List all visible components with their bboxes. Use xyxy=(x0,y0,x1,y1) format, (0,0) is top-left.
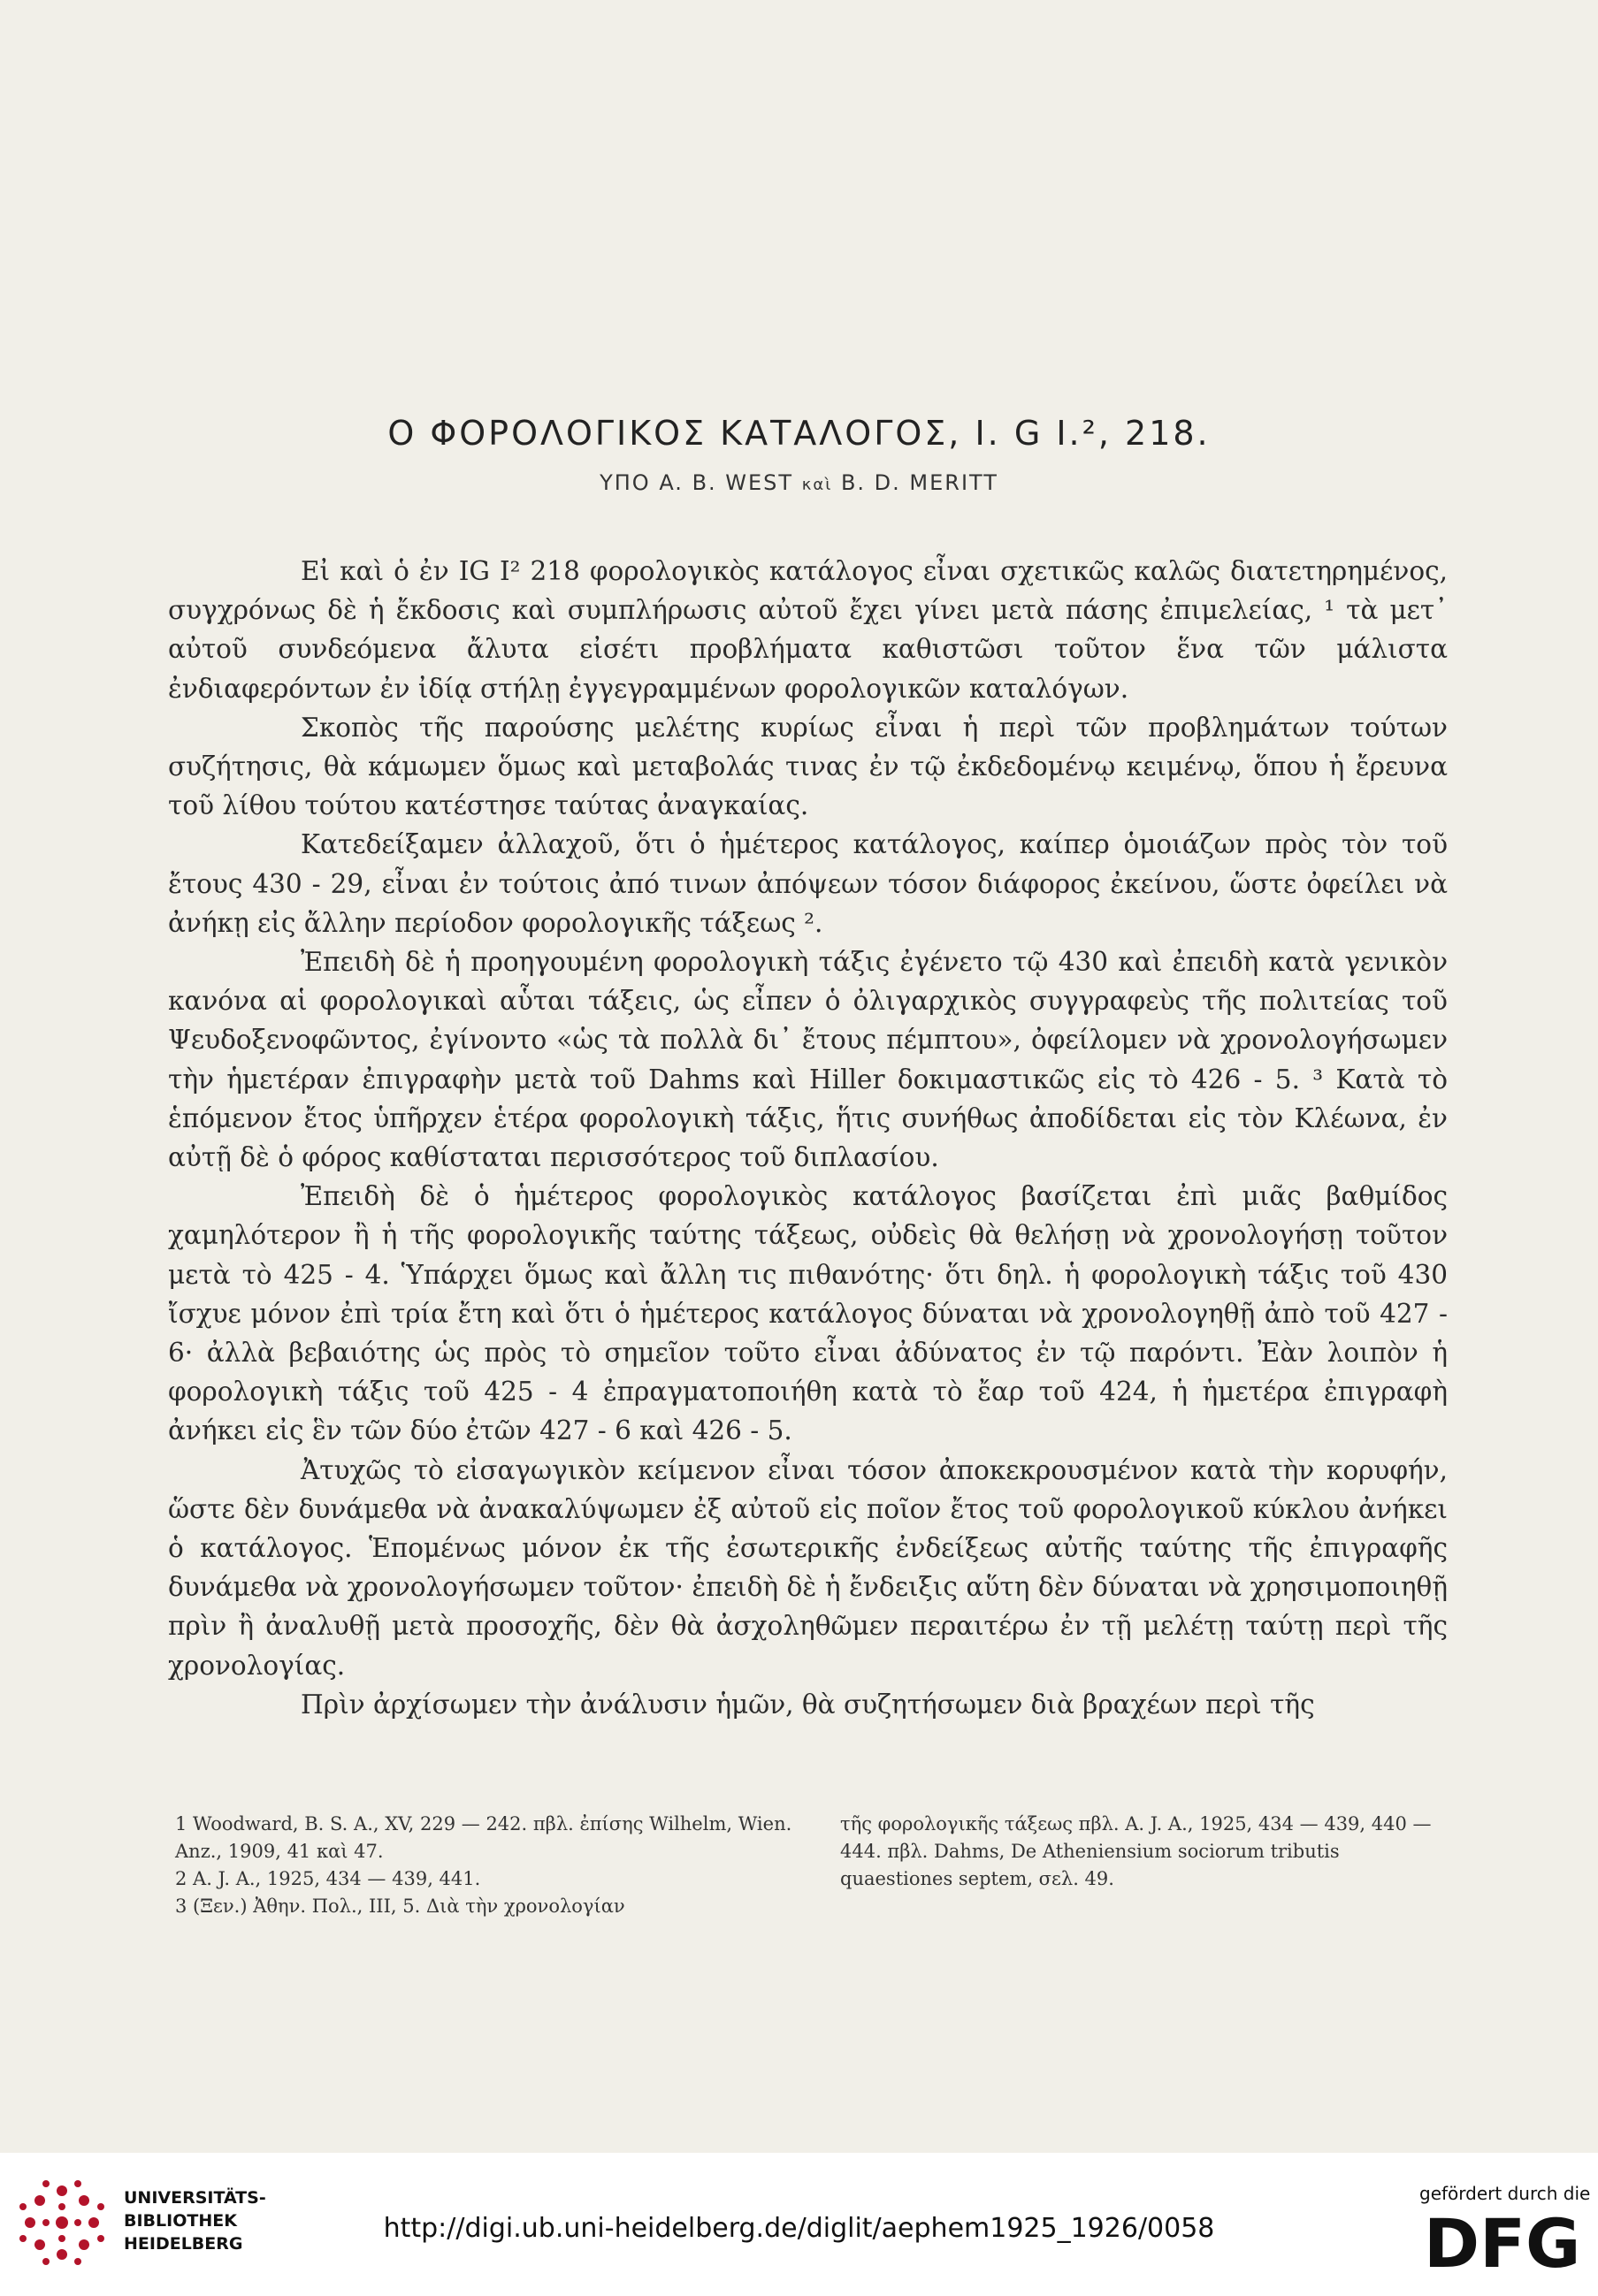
footnote: 3 (Ξεν.) Ἀθην. Πολ., III, 5. Διὰ τὴν χρονολογίαν xyxy=(175,1896,625,1917)
footnotes-left xyxy=(175,1811,792,1920)
funding-note: gefördert durch die xyxy=(1419,2183,1591,2204)
library-name-line: UNIVERSITÄTS- xyxy=(124,2188,266,2208)
byline xyxy=(0,470,1598,495)
byline-and: καὶ xyxy=(801,476,833,494)
footnote: 2 A. J. A., 1925, 434 — 439, 441. xyxy=(175,1868,481,1889)
paragraph: Κατεδείξαμεν ἀλλαχοῦ, ὅτι ὁ ἡμέτερος κατάλογος, καίπερ ὁμοιάζων πρὸς τὸν τοῦ ἔτους 430 - 29, εἶναι ἐν τούτοις ἀπό τινων ἀπόψεων τόσον διάφορος ἐκείνου, ὥστε ὀφείλει νὰ ἀνήκῃ εἰς ἄλλην περίοδον φορολογικῆς τάξεως ². xyxy=(168,829,1448,938)
paragraph: Πρὶν ἀρχίσωμεν τὴν ἀνάλυσιν ἡμῶν, θὰ συζητήσωμεν διὰ βραχέων περὶ τῆς xyxy=(301,1689,1315,1720)
byline-author-west: A. B. WEST xyxy=(659,470,794,495)
library-name-line: BIBLIOTHEK xyxy=(124,2211,237,2231)
article-title: Ο ΦΟΡΟΛΟΓΙΚΟΣ ΚΑΤΑΛΟΓΟΣ, I. G I.², 218. xyxy=(387,414,1211,453)
byline-author-meritt: B. D. MERITT xyxy=(840,470,998,495)
paragraph: Εἰ καὶ ὁ ἐν IG I² 218 φορολογικὸς κατάλογος εἶναι σχετικῶς καλῶς διατετηρημένος, συγχρόνως δὲ ἡ ἔκδοσις καὶ συμπλήρωσις αὐτοῦ ἔχει γίνει μετὰ πάσης ἐπιμελείας, ¹ τὰ μετ᾽ αὐτοῦ συνδεόμενα ἄλυτα εἰσέτι προβλήματα καθιστῶσι τοῦτον ἕνα τῶν μάλιστα ἐνδιαφερόντων ἐν ἰδίᾳ στήλῃ ἐγγεγραμμένων φορολογικῶν καταλόγων. xyxy=(168,556,1448,704)
footnotes-right xyxy=(840,1811,1446,1893)
footnote: τῆς φορολογικῆς τάξεως πβλ. A. J. A., 1925, 434 — 439, 440 — 444. πβλ. Dahms, De Atheniensium sociorum tributis quaestiones septem, σελ. 49. xyxy=(840,1813,1432,1889)
paragraph: Σκοπὸς τῆς παρούσης μελέτης κυρίως εἶναι ἡ περὶ τῶν προβλημάτων τούτων συζήτησις, θὰ κάμωμεν ὅμως καὶ μεταβολάς τινας ἐν τῷ ἐκδεδομένῳ κειμένῳ, ὅπου ἡ ἔρευνα τοῦ λίθου τούτου κατέστησε ταύτας ἀναγκαίας. xyxy=(168,712,1448,821)
paragraph: Ἐπειδὴ δὲ ἡ προηγουμένη φορολογικὴ τάξις ἐγένετο τῷ 430 καὶ ἐπειδὴ κατὰ γενικὸν κανόνα αἱ φορολογικαὶ αὗται τάξεις, ὡς εἶπεν ὁ ὀλιγαρχικὸς συγγραφεὺς τῆς πολιτείας τοῦ Ψευδοξενοφῶντος, ἐγίνοντο «ὡς τὰ πολλὰ δι᾽ ἔτους πέμπτου», ὀφείλομεν νὰ χρονολογήσωμεν τὴν ἡμετέραν ἐπιγραφὴν μετὰ τοῦ Dahms καὶ Hiller δοκιμαστικῶς εἰς τὸ 426 - 5. ³ Κατὰ τὸ ἑπόμενον ἔτος ὑπῆρχεν ἑτέρα φορολογικὴ τάξις, ἥτις συνήθως ἀποδίδεται εἰς τὸν Κλέωνα, ἐν αὐτῇ δὲ ὁ φόρος καθίσταται περισσότερος τοῦ διπλασίου. xyxy=(168,947,1448,1173)
paragraph: Ἀτυχῶς τὸ εἰσαγωγικὸν κείμενον εἶναι τόσον ἀποκεκρουσμένον κατὰ τὴν κορυφήν, ὥστε δὲν δυνάμεθα νὰ ἀνακαλύψωμεν ἐξ αὐτοῦ εἰς ποῖον ἔτος τοῦ φορολογικοῦ κύκλου ἀνήκει ὁ κατάλογος. Ἑπομένως μόνον ἐκ τῆς ἐσωτερικῆς ἐνδείξεως αὐτῆς ταύτης τῆς ἐπιγραφῆς δυνάμεθα νὰ χρονολογήσωμεν τοῦτον· ἐπειδὴ δὲ ἡ ἔνδειξις αὕτη δὲν δύναται νὰ χρησιμοποιηθῇ πρὶν ἢ ἀναλυθῇ μετὰ προσοχῆς, δὲν θὰ ἀσχοληθῶμεν περαιτέρω ἐν τῇ μελέτῃ ταύτῃ περὶ τῆς χρονολογίας. xyxy=(168,1454,1448,1681)
article-body xyxy=(168,552,1448,1724)
library-name-line: HEIDELBERG xyxy=(124,2234,243,2254)
byline-prefix: ΥΠΟ xyxy=(600,470,651,495)
paragraph: Ἐπειδὴ δὲ ὁ ἡμέτερος φορολογικὸς κατάλογος βασίζεται ἐπὶ μιᾶς βαθμίδος χαμηλότερον ἢ ἡ τῆς φορολογικῆς ταύτης τάξεως, οὐδεὶς θὰ θελήσῃ νὰ χρονολογήσῃ τοῦτον μετὰ τὸ 425 - 4. Ὑπάρχει ὅμως καὶ ἄλλη τις πιθανότης· ὅτι δηλ. ἡ φορολογικὴ τάξις τοῦ 430 ἴσχυε μόνον ἐπὶ τρία ἔτη καὶ ὅτι ὁ ἡμέτερος κατάλογος δύναται νὰ χρονολογηθῇ ἀπὸ τοῦ 427 - 6· ἀλλὰ βεβαιότης ὡς πρὸς τὸ σημεῖον τοῦτο εἶναι ἀδύνατος ἐν τῷ παρόντι. Ἐὰν λοιπὸν ἡ φορολογικὴ τάξις τοῦ 425 - 4 ἐπραγματοποιήθη κατὰ τὸ ἔαρ τοῦ 424, ἡ ἡμετέρα ἐπιγραφὴ ἀνήκει εἰς ἓν τῶν δύο ἐτῶν 427 - 6 καὶ 426 - 5. xyxy=(168,1181,1448,1446)
dfg-logo-text: DFG xyxy=(1424,2205,1581,2276)
dfg-logo-icon xyxy=(1424,2205,1583,2276)
footnote: 1 Woodward, B. S. A., XV, 229 — 242. πβλ. ἐπίσης Wilhelm, Wien. Anz., 1909, 41 καὶ 47. xyxy=(175,1813,792,1862)
permalink-url[interactable]: http://digi.ub.uni-heidelberg.de/diglit/aephem1925_1926/0058 xyxy=(383,2213,1215,2244)
